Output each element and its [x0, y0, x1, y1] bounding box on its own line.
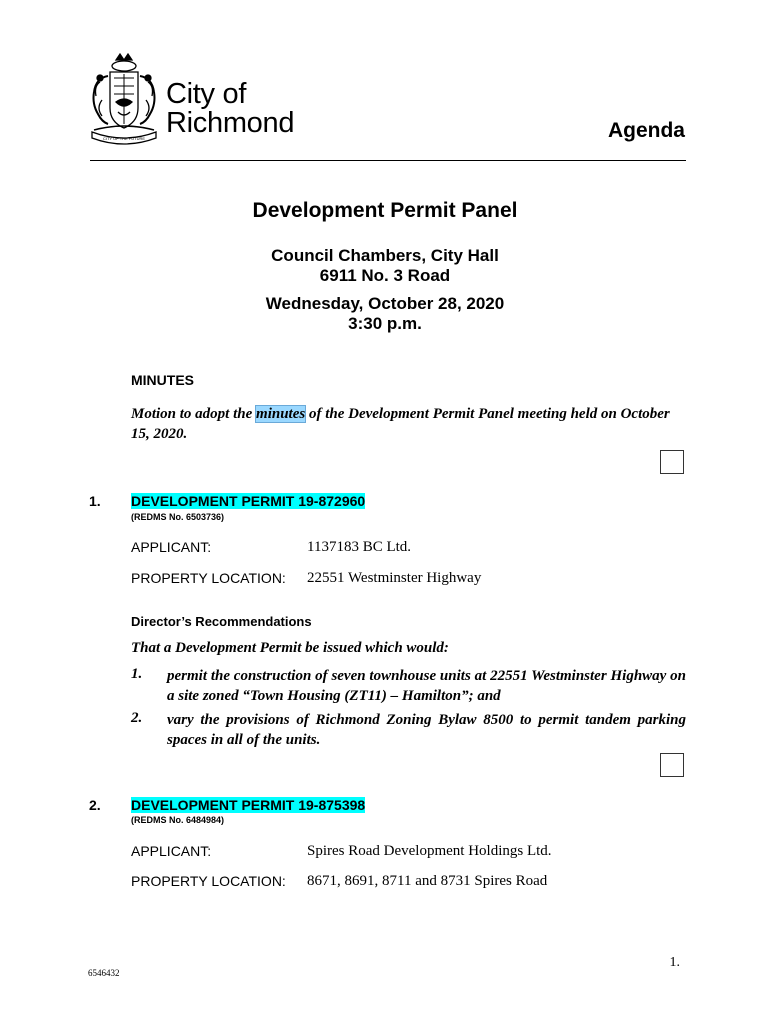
- svg-text:CITY OF THE FUTURE: CITY OF THE FUTURE: [102, 136, 146, 141]
- item-1-recommendations-intro: That a Development Permit be issued which would:: [131, 640, 449, 656]
- motion-text-start: Motion to adopt the: [131, 406, 257, 422]
- city-name: [166, 80, 294, 138]
- recommendation-2-number: 2.: [131, 710, 143, 726]
- item-2-applicant-value: Spires Road Development Holdings Ltd.: [307, 843, 552, 859]
- item-1-applicant-label: APPLICANT:: [131, 539, 212, 555]
- item-2-location-value: 8671, 8691, 8711 and 8731 Spires Road: [307, 873, 548, 889]
- item-1-location-label: PROPERTY LOCATION:: [131, 570, 286, 586]
- header-divider: [90, 160, 686, 161]
- city-crest-icon: [86, 52, 162, 148]
- item-1-number: 1.: [89, 493, 101, 509]
- recommendation-1-text: permit the construction of seven townhouse units at 22551 Westminster Highway on a site zoned “Town Housing (ZT11) – Hamilton”; and: [167, 668, 686, 704]
- item-2-location-label: PROPERTY LOCATION:: [131, 873, 286, 889]
- document-id: 6546432: [88, 968, 120, 978]
- item-1-heading-text: DEVELOPMENT PERMIT 19-872960: [131, 493, 366, 509]
- item-1-recommendations-heading: Director’s Recommendations: [131, 614, 312, 629]
- item-1-applicant-value: 1137183 BC Ltd.: [307, 539, 412, 555]
- item-1-location-value: 22551 Westminster Highway: [307, 570, 482, 586]
- item-1-heading: [131, 493, 365, 509]
- item-2-redms: (REDMS No. 6484984): [131, 815, 225, 825]
- item-1-checkbox[interactable]: [660, 753, 684, 777]
- motion-highlight: minutes: [256, 406, 306, 422]
- item-2-number: 2.: [89, 797, 101, 813]
- meeting-datetime: [0, 294, 770, 334]
- minutes-checkbox[interactable]: [660, 450, 684, 474]
- meeting-title: Development Permit Panel: [252, 199, 518, 222]
- item-2-applicant-label: APPLICANT:: [131, 843, 212, 859]
- motion-text-end: of the Development Permit Panel meeting held on October 15, 2020.: [131, 406, 670, 442]
- venue-line2: 6911 No. 3 Road: [319, 266, 451, 285]
- venue-line1: Council Chambers, City Hall: [271, 246, 499, 265]
- item-2-heading-text: DEVELOPMENT PERMIT 19-875398: [131, 797, 366, 813]
- meeting-date: Wednesday, October 28, 2020: [265, 294, 505, 313]
- meeting-venue: [0, 246, 770, 286]
- item-2-heading: [131, 797, 365, 813]
- recommendation-2-text: vary the provisions of Richmond Zoning Bylaw 8500 to permit tandem parking spaces in all of the units.: [167, 712, 686, 748]
- city-name-line1: City of: [166, 78, 247, 110]
- minutes-motion: [131, 404, 687, 444]
- document-type: Agenda: [607, 119, 685, 142]
- minutes-heading: MINUTES: [131, 372, 194, 388]
- page-number: 1.: [669, 955, 680, 970]
- meeting-time: 3:30 p.m.: [348, 314, 422, 333]
- city-name-line2: Richmond: [166, 107, 295, 139]
- item-1-redms: (REDMS No. 6503736): [131, 512, 225, 522]
- recommendation-1-number: 1.: [131, 666, 143, 682]
